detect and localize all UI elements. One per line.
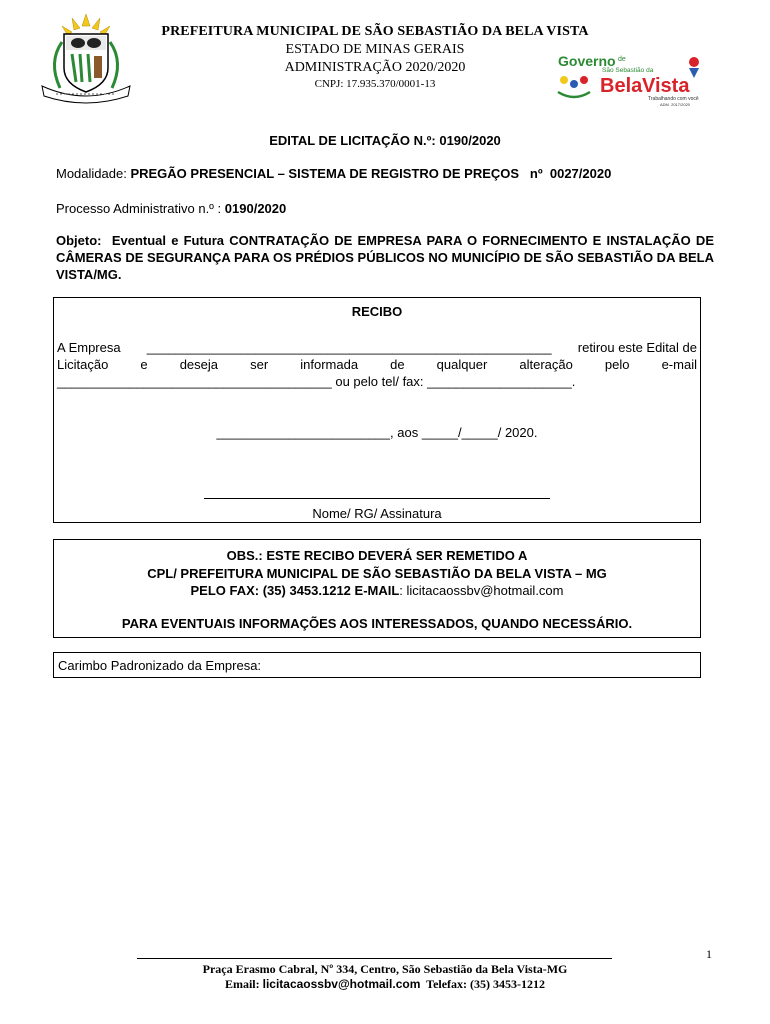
header-state: ESTADO DE MINAS GERAIS	[285, 42, 465, 57]
recibo-word: ser	[250, 357, 269, 372]
municipal-seal-icon	[36, 12, 136, 104]
logo-vista-text: Vista	[642, 75, 690, 97]
recibo-word: pelo	[604, 357, 630, 372]
carimbo-box	[53, 652, 701, 678]
header-administration: ADMINISTRAÇÃO 2020/2020	[284, 60, 466, 75]
obs-line-4: PARA EVENTUAIS INFORMAÇÕES AOS INTERESSADOS, QUANDO NECESSÁRIO.	[121, 616, 633, 631]
modalidade-value: PREGÃO PRESENCIAL – SISTEMA DE REGISTRO DE PREÇOS	[130, 166, 520, 181]
signature-rule	[204, 498, 550, 499]
recibo-company-blank: ________________________________________________________	[146, 340, 552, 355]
footer-email-label: Email:	[224, 977, 260, 991]
logo-figure-yellow	[560, 76, 568, 84]
processo-line	[56, 201, 286, 216]
recibo-word: de	[390, 357, 405, 372]
recibo-word: alteração	[519, 357, 573, 372]
recibo-word: e	[140, 357, 148, 372]
recibo-word: e-mail	[661, 357, 697, 372]
signature-label: Nome/ RG/ Assinatura	[312, 506, 442, 521]
footer-email-value: licitacaossbv@hotmail.com	[262, 977, 421, 991]
logo-bela-text: Bela	[600, 75, 643, 97]
logo-figure-red	[580, 76, 588, 84]
obs-email-value: : licitacaossbv@hotmail.com	[399, 583, 564, 598]
processo-value: 0190/2020	[224, 201, 287, 216]
logo-figure-blue	[570, 80, 578, 88]
footer-rule	[137, 958, 612, 959]
recibo-box	[53, 297, 701, 523]
obs-box	[53, 539, 701, 638]
header-title: PREFEITURA MUNICIPAL DE SÃO SEBASTIÃO DA BELA VISTA	[161, 24, 589, 39]
logo-adm-text: ADM. 2017/2020	[660, 102, 691, 107]
recibo-line-3: ______________________________________ ou pelo tel/ fax: ____________________.	[57, 374, 576, 389]
modalidade-num: 0027/2020	[549, 166, 612, 181]
footer-contact	[0, 977, 770, 992]
objeto-text: Eventual e Futura CONTRATAÇÃO DE EMPRESA PARA O FORNECIMENTO E INSTALAÇÃO DE CÂMERAS DE SEGURANÇA PARA OS PRÉDIOS PÚBLICOS NO MUNICÍPIO DE SÃO SEBASTIÃO DA BELA VISTA/MG.	[56, 233, 714, 282]
recibo-word: qualquer	[436, 357, 488, 372]
page-number: 1	[706, 947, 712, 961]
edital-title: EDITAL DE LICITAÇÃO N.º: 0190/2020	[269, 133, 501, 148]
recibo-date-line: ________________________, aos _____/_____/ 2020.	[216, 425, 538, 440]
recibo-line1-end: retirou este Edital de	[577, 340, 697, 355]
recibo-title: RECIBO	[351, 304, 403, 319]
modalidade-num-label: nº	[529, 166, 543, 181]
objeto-label: Objeto:	[56, 233, 102, 248]
recibo-word: deseja	[179, 357, 219, 372]
header-cnpj: CNPJ: 17.935.370/0001-13	[314, 78, 436, 90]
logo-governo-text: Governo	[558, 53, 616, 69]
recibo-line-2	[57, 357, 697, 372]
recibo-line1-start: A Empresa	[57, 340, 121, 355]
modalidade-line	[56, 166, 611, 181]
processo-label: Processo Administrativo n.º :	[56, 201, 222, 216]
logo-figure-star	[689, 57, 699, 67]
logo-slogan-text: Trabalhando com você	[648, 96, 699, 102]
logo-municipio-text: São Sebastião da	[602, 67, 654, 74]
governo-bela-vista-logo	[544, 50, 708, 108]
obs-line-1: OBS.: ESTE RECIBO DEVERÁ SER REMETIDO A	[226, 548, 528, 563]
obs-fax-email-label: PELO FAX: (35) 3453.1212 E-MAIL	[190, 583, 400, 598]
obs-line-2: CPL/ PREFEITURA MUNICIPAL DE SÃO SEBASTIÃO DA BELA VISTA – MG	[147, 566, 607, 581]
footer-phone: Telefax: (35) 3453-1212	[426, 977, 546, 991]
logo-de-text: de	[618, 56, 626, 63]
recibo-word: informada	[300, 357, 359, 372]
recibo-word: Licitação	[57, 357, 109, 372]
objeto-paragraph	[56, 232, 714, 283]
modalidade-label: Modalidade:	[56, 166, 127, 181]
carimbo-label: Carimbo Padronizado da Empresa:	[58, 658, 262, 673]
footer-address: Praça Erasmo Cabral, Nº 334, Centro, São Sebastião da Bela Vista-MG	[202, 962, 568, 976]
recibo-line-1	[57, 340, 697, 355]
obs-line-3	[54, 583, 700, 598]
